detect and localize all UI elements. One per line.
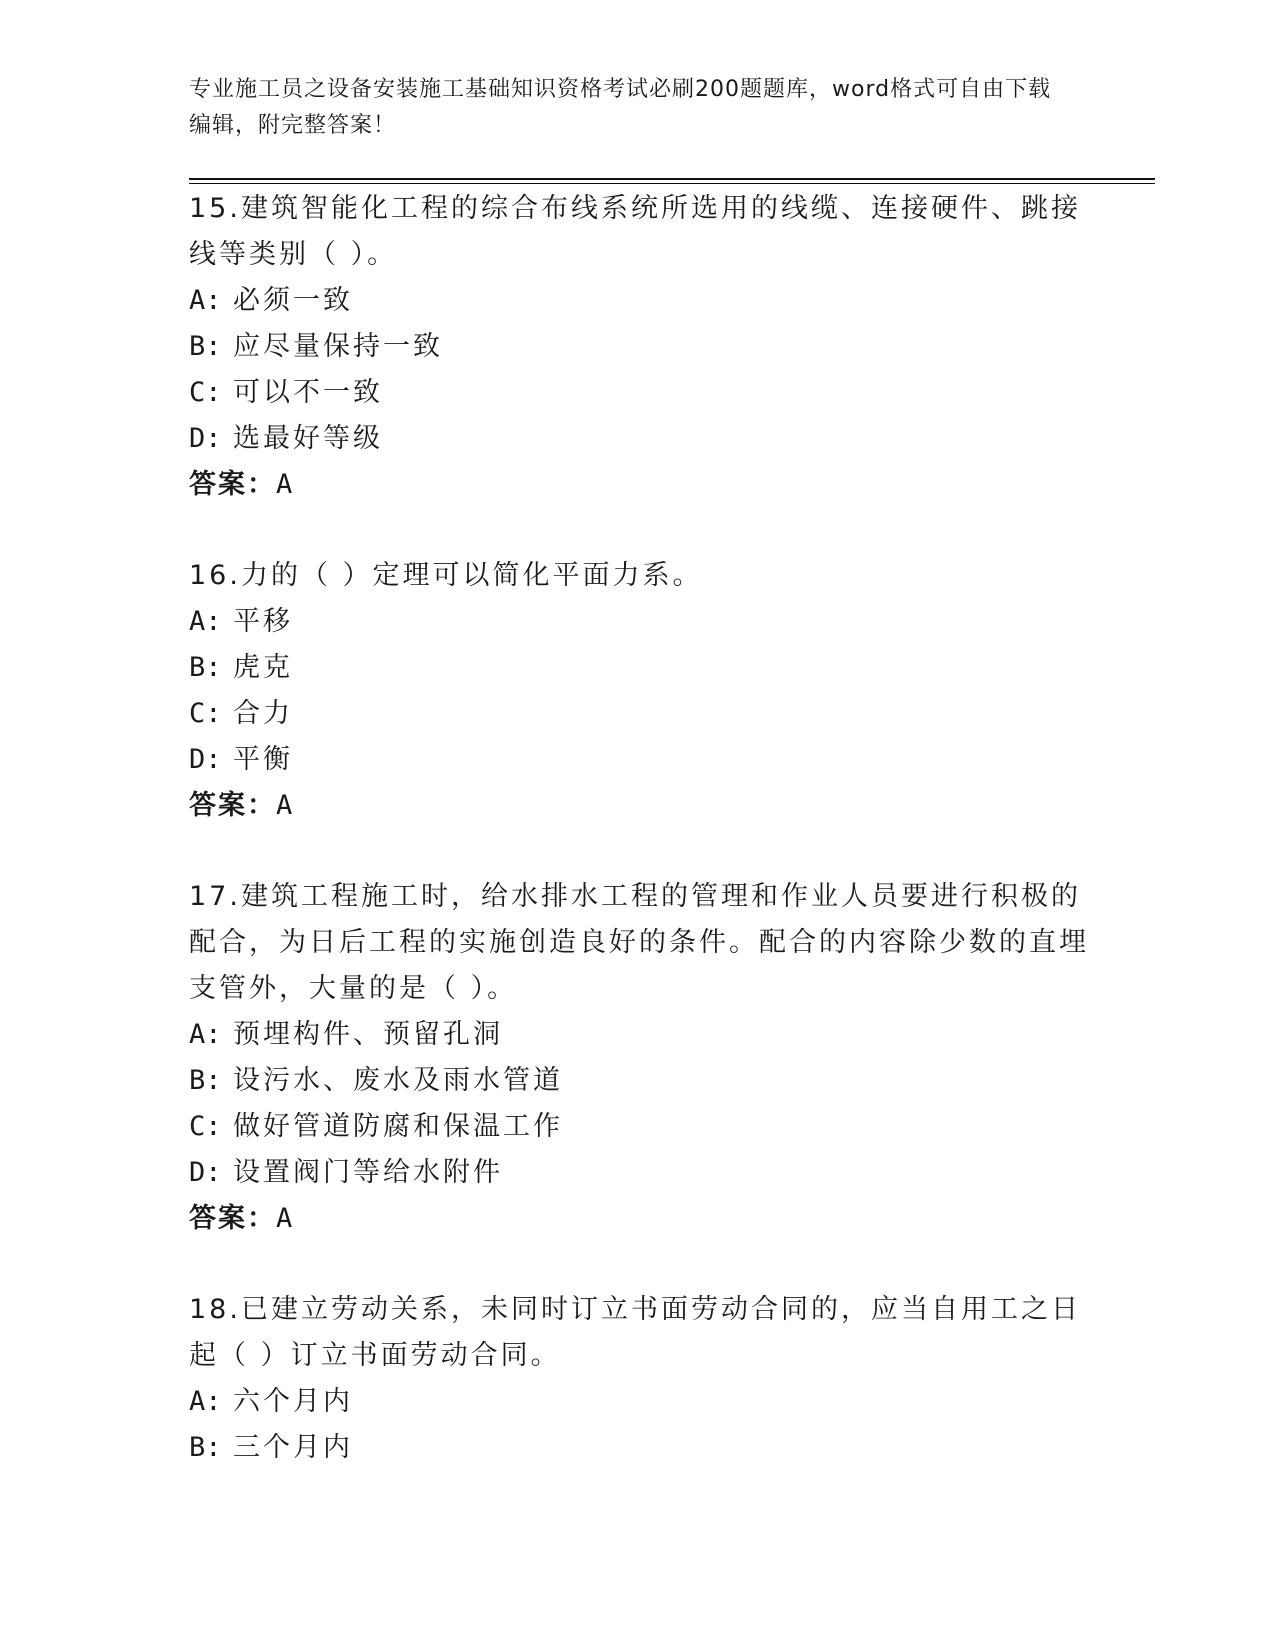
option-letter: D:: [189, 744, 222, 775]
option-b: [189, 324, 1089, 370]
question-16: [189, 553, 1089, 829]
option-text: 做好管道防腐和保温工作: [233, 1111, 563, 1142]
question-15: [189, 186, 1089, 508]
option-text: 可以不一致: [233, 377, 383, 408]
option-letter: B:: [189, 331, 222, 362]
answer-value: A: [276, 790, 295, 821]
option-letter: C:: [189, 698, 222, 729]
option-text: 必须一致: [233, 285, 353, 316]
option-c: [189, 1104, 1089, 1150]
option-d: [189, 416, 1089, 462]
option-a: [189, 1379, 1089, 1425]
option-b: [189, 1425, 1089, 1471]
option-a: [189, 599, 1089, 645]
option-text: 设污水、废水及雨水管道: [233, 1065, 563, 1096]
option-letter: A:: [189, 606, 222, 637]
question-17: [189, 874, 1089, 1242]
option-a: [189, 278, 1089, 324]
option-d: [189, 737, 1089, 783]
document-header: 专业施工员之设备安装施工基础知识资格考试必刷200题题库，word格式可自由下载编辑，附完整答案！: [189, 77, 1052, 138]
option-a: [189, 1012, 1089, 1058]
option-letter: A:: [189, 1019, 222, 1050]
option-text: 合力: [233, 698, 293, 729]
option-d: [189, 1150, 1089, 1196]
option-c: [189, 691, 1089, 737]
answer-line: [189, 462, 1089, 508]
option-letter: B:: [189, 1432, 222, 1463]
option-letter: C:: [189, 1111, 222, 1142]
question-text: 18.已建立劳动关系，未同时订立书面劳动合同的，应当自用工之日起（ ）订立书面劳动合同。: [189, 1294, 1081, 1371]
option-text: 平移: [233, 606, 293, 637]
question-text: 17.建筑工程施工时，给水排水工程的管理和作业人员要进行积极的配合，为日后工程的实施创造良好的条件。配合的内容除少数的直埋支管外，大量的是（ ）。: [189, 881, 1089, 1004]
answer-value: A: [276, 1203, 295, 1234]
option-text: 预埋构件、预留孔洞: [233, 1019, 503, 1050]
option-b: [189, 1058, 1089, 1104]
option-letter: B:: [189, 652, 222, 683]
option-text: 设置阀门等给水附件: [233, 1157, 503, 1188]
option-letter: D:: [189, 423, 222, 454]
option-text: 虎克: [233, 652, 293, 683]
option-letter: D:: [189, 1157, 222, 1188]
option-text: 六个月内: [233, 1386, 353, 1417]
question-list: [189, 186, 1089, 1516]
answer-label: 答案：: [189, 790, 276, 821]
answer-line: [189, 1196, 1089, 1242]
option-text: 平衡: [233, 744, 293, 775]
answer-line: [189, 783, 1089, 829]
option-text: 应尽量保持一致: [233, 331, 443, 362]
answer-label: 答案：: [189, 469, 276, 500]
option-c: [189, 370, 1089, 416]
option-text: 三个月内: [233, 1432, 353, 1463]
option-letter: C:: [189, 377, 222, 408]
answer-value: A: [276, 469, 295, 500]
question-text: 15.建筑智能化工程的综合布线系统所选用的线缆、连接硬件、跳接线等类别（ ）。: [189, 193, 1081, 270]
option-letter: A:: [189, 285, 222, 316]
option-letter: A:: [189, 1386, 222, 1417]
question-text: 16.力的（ ）定理可以简化平面力系。: [189, 560, 703, 591]
header-rule-thin: [189, 183, 1155, 184]
answer-label: 答案：: [189, 1203, 276, 1234]
option-b: [189, 645, 1089, 691]
option-text: 选最好等级: [233, 423, 383, 454]
option-letter: B:: [189, 1065, 222, 1096]
question-18: [189, 1287, 1089, 1471]
header-rule-thick: [189, 178, 1155, 180]
